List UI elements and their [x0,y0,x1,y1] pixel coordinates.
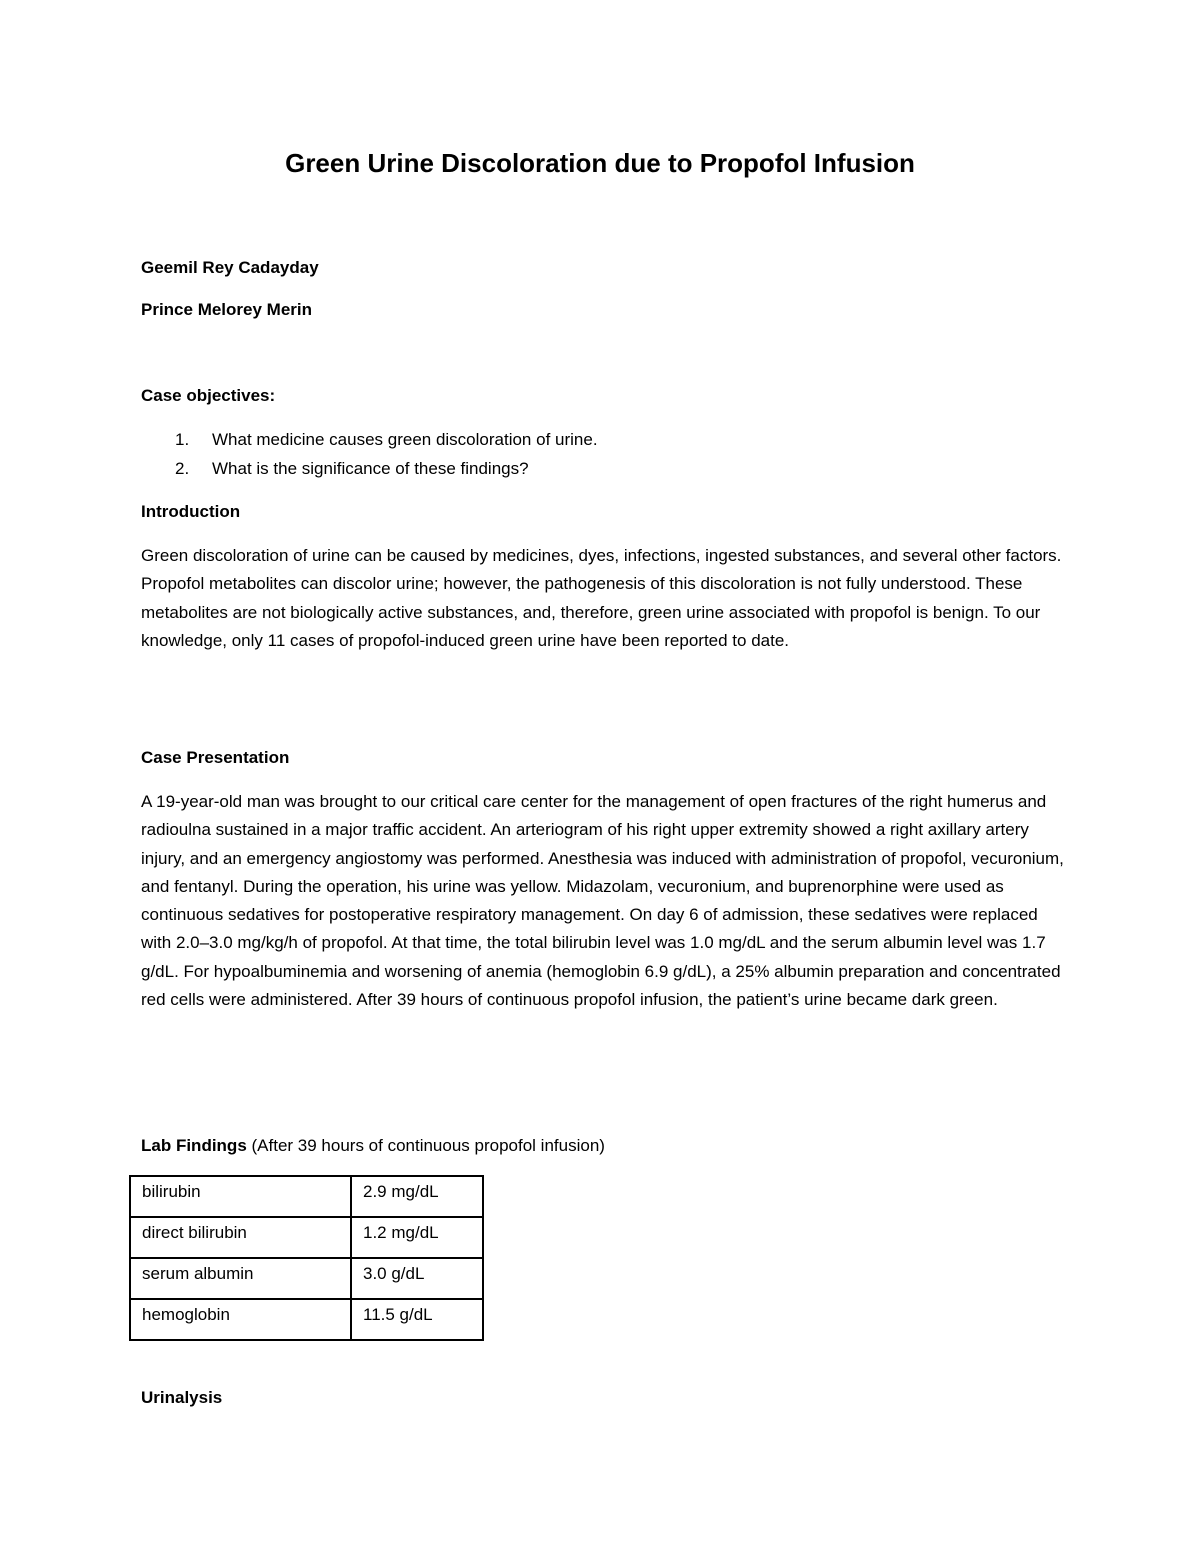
urinalysis-heading: Urinalysis [141,1388,223,1407]
lab-findings-heading-note: (After 39 hours of continuous propofol infusion) [246,1136,605,1155]
lab-test-value: 3.0 g/dL [351,1258,483,1299]
lab-test-name: bilirubin [130,1176,351,1217]
lab-test-value: 1.2 mg/dL [351,1217,483,1258]
introduction-heading: Introduction [141,502,241,521]
lab-test-name: hemoglobin [130,1299,351,1340]
case-objectives-list [141,426,598,483]
table-row [130,1258,483,1299]
lab-findings-heading-bold: Lab Findings [141,1136,247,1155]
lab-test-name: serum albumin [130,1258,351,1299]
objective-number: 1. [175,430,190,449]
case-presentation-paragraph: A 19-year-old man was brought to our critical care center for the management of open fractures of the right humerus and radioulna sustained in a major traffic accident. An arteriogram of his right upper extremity showed a right axillary artery injury, and an emergency angiostomy was performed. Anesthesia was induced with administration of propofol, vecuronium, and fentanyl. During the operation, his urine was yellow. Midazolam, vecuronium, and buprenorphine were used as continuous sedatives for postoperative respiratory management. On day 6 of admission, these sedatives were replaced with 2.0–3.0 mg/kg/h of propofol. At that time, the total bilirubin level was 1.0 mg/dL and the serum albumin level was 1.7 g/dL. For hypoalbuminemia and worsening of anemia (hemoglobin 6.9 g/dL), a 25% albumin preparation and concentrated red cells were administered. After 39 hours of continuous propofol infusion, the patient’s urine became dark green. [141,792,1064,1010]
case-presentation-heading: Case Presentation [141,748,290,767]
author-2: Prince Melorey Merin [141,300,313,319]
case-objectives-heading: Case objectives: [141,386,276,405]
objective-item [141,455,598,484]
objective-item [141,426,598,455]
introduction-paragraph: Green discoloration of urine can be caused by medicines, dyes, infections, ingested substances, and several other factors. Propofol metabolites can discolor urine; however, the pathogenesis of this discoloration is not fully understood. These metabolites are not biologically active substances, and, therefore, green urine associated with propofol is benign. To our knowledge, only 11 cases of propofol-induced green urine have been reported to date. [141,546,1062,650]
objective-text: What medicine causes green discoloration of urine. [212,430,598,449]
objective-text: What is the significance of these findings? [212,458,529,478]
lab-findings-table [129,1175,484,1341]
table-row [130,1299,483,1340]
lab-test-value: 2.9 mg/dL [351,1176,483,1217]
table-row [130,1176,483,1217]
document-title: Green Urine Discoloration due to Propofol Infusion [285,148,915,178]
lab-findings-heading [141,1134,605,1158]
lab-test-name: direct bilirubin [130,1217,351,1258]
author-1: Geemil Rey Cadayday [141,258,319,277]
objective-number: 2. [175,458,190,478]
table-row [130,1217,483,1258]
lab-test-value: 11.5 g/dL [351,1299,483,1340]
